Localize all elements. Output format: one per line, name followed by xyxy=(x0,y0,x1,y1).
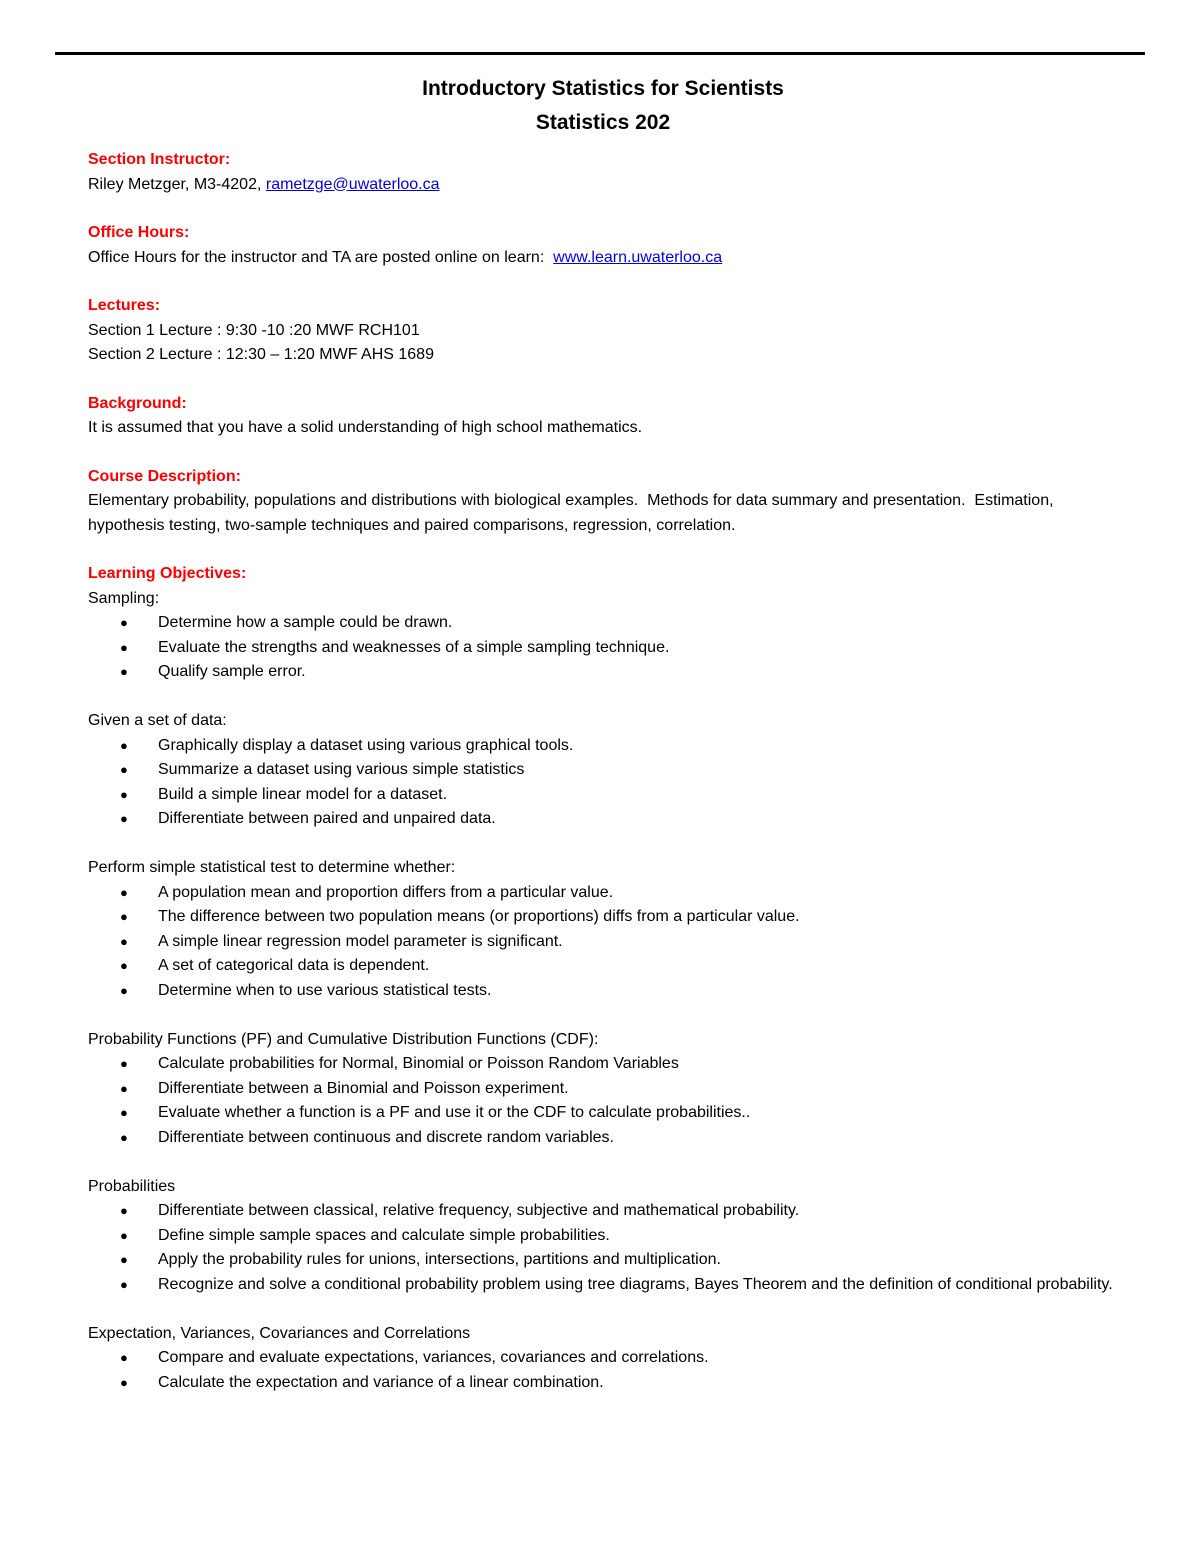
list-item-text: Differentiate between classical, relative frequency, subjective and mathematical probability. xyxy=(158,1202,800,1219)
objective-group-sampling xyxy=(88,587,1118,685)
list-item-text: Compare and evaluate expectations, variances, covariances and correlations. xyxy=(158,1349,709,1366)
bullet-dot-icon: ● xyxy=(120,1227,128,1243)
learning-objectives-section xyxy=(88,562,1118,1395)
list-item xyxy=(88,1273,1118,1298)
list-item-text: Qualify sample error. xyxy=(158,663,306,680)
bullet-dot-icon: ● xyxy=(120,1105,128,1120)
list-item xyxy=(88,758,1118,783)
list-item xyxy=(88,881,1118,906)
list-item-text: Summarize a dataset using various simple statistics xyxy=(158,761,525,778)
list-item-text: Calculate the expectation and variance of a linear combination. xyxy=(158,1373,604,1391)
list-item xyxy=(88,954,1118,979)
objective-group-tests xyxy=(88,856,1118,1003)
list-item xyxy=(88,1077,1118,1102)
paragraph-spacer xyxy=(88,1150,1118,1175)
paragraph-spacer xyxy=(88,1003,1118,1028)
list-item xyxy=(88,905,1118,930)
office-hours-text: Office Hours for the instructor and TA are posted online on learn: xyxy=(88,248,554,266)
bullet-dot-icon: ● xyxy=(120,1056,128,1071)
list-item-text: A simple linear regression model parameter is significant. xyxy=(158,932,563,950)
bullet-dot-icon: ● xyxy=(120,933,128,949)
objective-list xyxy=(88,1199,1118,1297)
instructor-email-link[interactable]: rametzge@uwaterloo.ca xyxy=(265,175,440,193)
learning-objectives-heading: Learning Objectives: xyxy=(88,565,247,582)
course-description-heading: Course Description: xyxy=(88,467,241,485)
objective-group-title: Perform simple statistical test to determine whether: xyxy=(88,859,456,876)
lectures-section xyxy=(88,294,1118,368)
list-item xyxy=(88,1126,1118,1151)
bullet-dot-icon: ● xyxy=(120,1276,128,1292)
objective-group-title: Probabilities xyxy=(88,1177,176,1195)
office-hours-heading: Office Hours: xyxy=(88,224,190,241)
bullet-dot-icon: ● xyxy=(120,1203,128,1218)
instructor-text: Riley Metzger, M3-4202, xyxy=(88,175,266,193)
list-item-text: Determine when to use various statistical tests. xyxy=(158,981,492,999)
bullet-dot-icon: ● xyxy=(120,1129,128,1145)
course-title: Introductory Statistics for Scientists xyxy=(422,77,784,100)
bullet-dot-icon: ● xyxy=(120,639,128,655)
bullet-dot-icon: ● xyxy=(120,909,128,924)
list-item-text: Graphically display a dataset using various graphical tools. xyxy=(158,736,574,754)
list-item-text: Evaluate whether a function is a PF and use it or the CDF to calculate probabilities.. xyxy=(158,1104,751,1121)
list-item xyxy=(88,807,1118,832)
list-item xyxy=(88,1224,1118,1249)
course-description-text: Elementary probability, populations and distributions with biological examples. Methods for data summary and presentation. Estimation, hypothesis testing, two-sample techniques and paired comparisons, regression, correlation. xyxy=(88,492,1058,534)
course-code: Statistics 202 xyxy=(535,111,671,134)
list-item-text: Determine how a sample could be drawn. xyxy=(158,614,453,631)
list-item xyxy=(88,1346,1118,1371)
objective-list xyxy=(88,1052,1118,1150)
bullet-dot-icon: ● xyxy=(120,737,128,753)
instructor-heading: Section Instructor: xyxy=(88,151,231,168)
lectures-heading: Lectures: xyxy=(88,297,161,314)
background-section xyxy=(88,392,1118,441)
objective-group-title: Probability Functions (PF) and Cumulative Distribution Functions (CDF): xyxy=(88,1030,599,1048)
bullet-dot-icon: ● xyxy=(120,1350,128,1365)
list-item-text: A set of categorical data is dependent. xyxy=(158,957,430,974)
lecture-section-1: Section 1 Lecture : 9:30 -10 :20 MWF RCH101 xyxy=(88,321,420,339)
objective-group-title: Given a set of data: xyxy=(88,712,227,729)
list-item xyxy=(88,1052,1118,1077)
list-item xyxy=(88,611,1118,636)
objective-group-probabilities xyxy=(88,1175,1118,1298)
bullet-dot-icon: ● xyxy=(120,664,128,679)
bullet-dot-icon: ● xyxy=(120,982,128,998)
bullet-dot-icon: ● xyxy=(120,615,128,630)
top-horizontal-rule xyxy=(55,52,1145,55)
bullet-dot-icon: ● xyxy=(120,1080,128,1096)
paragraph-spacer xyxy=(88,1297,1118,1322)
list-item-text: Define simple sample spaces and calculate simple probabilities. xyxy=(158,1226,610,1244)
list-item xyxy=(88,636,1118,661)
list-item-text: Differentiate between a Binomial and Poisson experiment. xyxy=(158,1079,569,1097)
list-item-text: A population mean and proportion differs from a particular value. xyxy=(158,883,614,901)
list-item-text: Apply the probability rules for unions, intersections, partitions and multiplication. xyxy=(158,1251,721,1268)
bullet-dot-icon: ● xyxy=(120,1374,128,1390)
objective-list xyxy=(88,881,1118,1004)
list-item-text: Recognize and solve a conditional probability problem using tree diagrams, Bayes Theorem and the definition of conditional probability. xyxy=(158,1275,1113,1293)
list-item xyxy=(88,979,1118,1004)
list-item xyxy=(88,1101,1118,1126)
list-item xyxy=(88,783,1118,808)
objective-list xyxy=(88,734,1118,832)
course-description-section xyxy=(88,465,1118,539)
syllabus-content xyxy=(88,72,1118,1395)
paragraph-spacer xyxy=(88,685,1118,710)
list-item xyxy=(88,734,1118,759)
learn-link[interactable]: www.learn.uwaterloo.ca xyxy=(553,248,723,266)
objective-group-title: Sampling: xyxy=(88,589,160,607)
list-item-text: The difference between two population means (or proportions) diffs from a particular value. xyxy=(158,908,800,925)
objective-list xyxy=(88,611,1118,685)
objective-group-expectation xyxy=(88,1322,1118,1396)
list-item xyxy=(88,1371,1118,1396)
bullet-dot-icon: ● xyxy=(120,958,128,973)
lecture-section-2: Section 2 Lecture : 12:30 – 1:20 MWF AHS 1689 xyxy=(88,346,434,363)
list-item-text: Differentiate between paired and unpaired data. xyxy=(158,810,496,827)
objective-group-data xyxy=(88,709,1118,832)
office-hours-line xyxy=(88,246,1118,271)
instructor-section xyxy=(88,148,1118,197)
paragraph-spacer xyxy=(88,832,1118,857)
bullet-dot-icon: ● xyxy=(120,762,128,777)
objective-list xyxy=(88,1346,1118,1395)
background-heading: Background: xyxy=(88,394,187,412)
list-item xyxy=(88,660,1118,685)
list-item-text: Differentiate between continuous and discrete random variables. xyxy=(158,1128,614,1146)
objective-group-pf-cdf xyxy=(88,1028,1118,1151)
list-item xyxy=(88,1248,1118,1273)
bullet-dot-icon: ● xyxy=(120,811,128,826)
bullet-dot-icon: ● xyxy=(120,884,128,900)
instructor-line xyxy=(88,173,1118,198)
bullet-dot-icon: ● xyxy=(120,1252,128,1267)
list-item xyxy=(88,1199,1118,1224)
objective-group-title: Expectation, Variances, Covariances and Correlations xyxy=(88,1324,471,1342)
list-item-text: Calculate probabilities for Normal, Binomial or Poisson Random Variables xyxy=(158,1055,679,1072)
list-item-text: Build a simple linear model for a dataset. xyxy=(158,785,448,803)
bullet-dot-icon: ● xyxy=(120,786,128,802)
background-text: It is assumed that you have a solid understanding of high school mathematics. xyxy=(88,419,643,436)
office-hours-section xyxy=(88,221,1118,270)
list-item-text: Evaluate the strengths and weaknesses of a simple sampling technique. xyxy=(158,638,670,656)
list-item xyxy=(88,930,1118,955)
